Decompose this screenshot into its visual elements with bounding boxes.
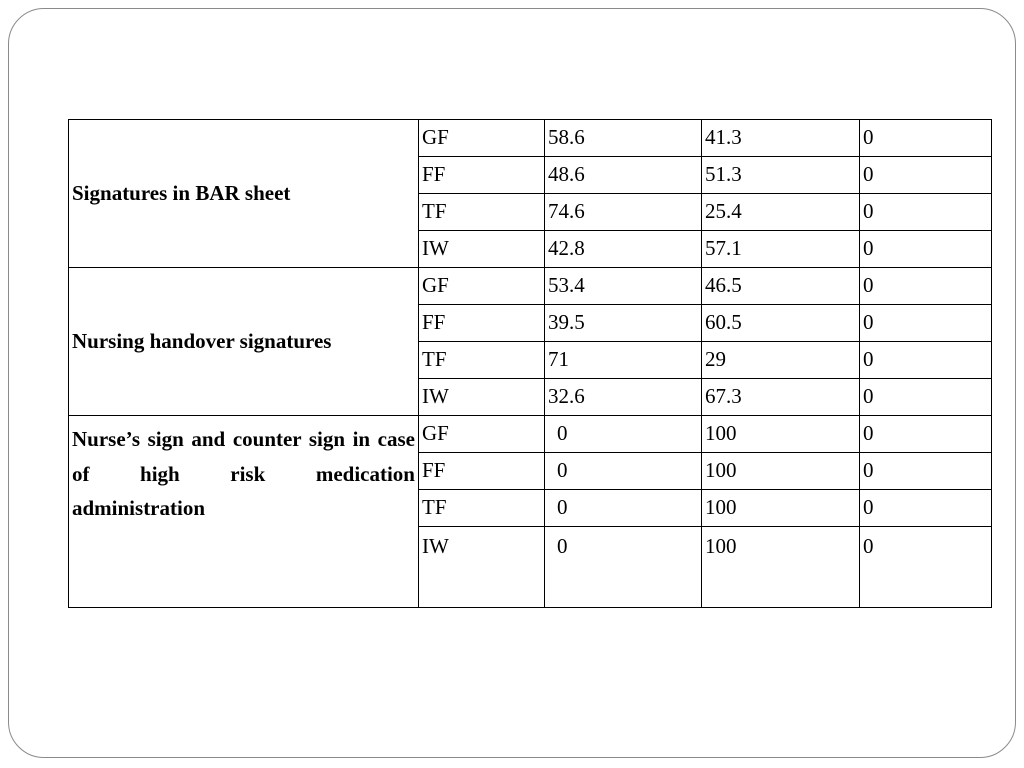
code-cell: IW: [419, 527, 545, 608]
value-cell: 0: [545, 490, 702, 527]
table-row: [69, 268, 992, 305]
value-cell: 58.6: [545, 120, 702, 157]
code-cell: GF: [419, 120, 545, 157]
value-cell: 0: [860, 342, 992, 379]
value-cell: 0: [545, 416, 702, 453]
code-cell: FF: [419, 305, 545, 342]
code-cell: IW: [419, 231, 545, 268]
code-cell: TF: [419, 342, 545, 379]
value-cell: 0: [860, 305, 992, 342]
value-cell: 0: [545, 527, 702, 608]
code-cell: FF: [419, 157, 545, 194]
value-cell: 0: [860, 157, 992, 194]
value-cell: 0: [860, 527, 992, 608]
code-cell: TF: [419, 194, 545, 231]
data-table: [68, 119, 992, 608]
value-cell: 100: [702, 453, 860, 490]
code-cell: IW: [419, 379, 545, 416]
value-cell: 67.3: [702, 379, 860, 416]
value-cell: 51.3: [702, 157, 860, 194]
value-cell: 29: [702, 342, 860, 379]
table-row: [69, 416, 992, 453]
value-cell: 0: [545, 453, 702, 490]
value-cell: 100: [702, 527, 860, 608]
value-cell: 0: [860, 194, 992, 231]
value-cell: 100: [702, 416, 860, 453]
value-cell: 100: [702, 490, 860, 527]
category-cell: Nursing handover signatures: [69, 268, 419, 416]
value-cell: 48.6: [545, 157, 702, 194]
code-cell: GF: [419, 268, 545, 305]
value-cell: 71: [545, 342, 702, 379]
value-cell: 39.5: [545, 305, 702, 342]
table-row: [69, 120, 992, 157]
code-cell: FF: [419, 453, 545, 490]
value-cell: 60.5: [702, 305, 860, 342]
value-cell: 25.4: [702, 194, 860, 231]
value-cell: 74.6: [545, 194, 702, 231]
value-cell: 0: [860, 120, 992, 157]
value-cell: 0: [860, 453, 992, 490]
value-cell: 53.4: [545, 268, 702, 305]
code-cell: GF: [419, 416, 545, 453]
value-cell: 0: [860, 268, 992, 305]
value-cell: 41.3: [702, 120, 860, 157]
category-cell: Signatures in BAR sheet: [69, 120, 419, 268]
value-cell: 46.5: [702, 268, 860, 305]
code-cell: TF: [419, 490, 545, 527]
value-cell: 42.8: [545, 231, 702, 268]
value-cell: 0: [860, 379, 992, 416]
value-cell: 0: [860, 231, 992, 268]
value-cell: 32.6: [545, 379, 702, 416]
category-cell: Nurse’s sign and counter sign in case of high risk medication administration: [69, 416, 419, 608]
value-cell: 57.1: [702, 231, 860, 268]
value-cell: 0: [860, 416, 992, 453]
value-cell: 0: [860, 490, 992, 527]
